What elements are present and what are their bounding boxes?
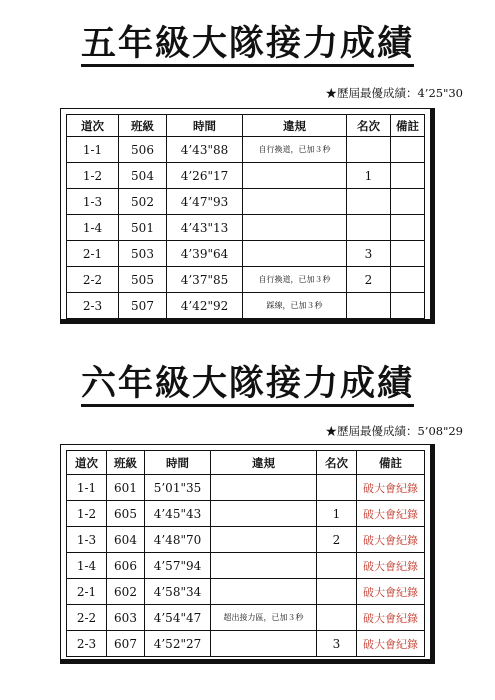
cell-class: 601 — [107, 475, 145, 501]
table-row — [67, 527, 425, 553]
cell-lane: 1-4 — [67, 553, 107, 579]
cell-violation — [243, 215, 347, 241]
cell-time: 4’48"70 — [145, 527, 211, 553]
table-row — [67, 137, 425, 163]
cell-lane: 2-1 — [67, 241, 119, 267]
header-class: 班級 — [107, 451, 145, 475]
cell-lane: 2-3 — [67, 293, 119, 319]
cell-rank — [347, 189, 391, 215]
cell-note — [391, 137, 425, 163]
cell-rank: 2 — [347, 267, 391, 293]
cell-class: 602 — [107, 579, 145, 605]
cell-lane: 1-1 — [67, 137, 119, 163]
cell-violation: 踩線，已加３秒 — [243, 293, 347, 319]
cell-rank: 2 — [317, 527, 357, 553]
cell-rank — [347, 293, 391, 319]
cell-note: 破大會紀錄 — [357, 527, 425, 553]
table-row — [67, 293, 425, 319]
header-time: 時間 — [167, 115, 243, 137]
cell-note: 破大會紀錄 — [357, 605, 425, 631]
cell-class: 506 — [119, 137, 167, 163]
cell-lane: 1-3 — [67, 527, 107, 553]
cell-time: 4’39"64 — [167, 241, 243, 267]
grade5-results-table — [66, 114, 425, 319]
cell-violation — [211, 579, 317, 605]
cell-note: 破大會紀錄 — [357, 553, 425, 579]
cell-lane: 1-3 — [67, 189, 119, 215]
cell-time: 4’45"43 — [145, 501, 211, 527]
table-row — [67, 501, 425, 527]
header-lane: 道次 — [67, 451, 107, 475]
cell-class: 501 — [119, 215, 167, 241]
cell-note — [391, 293, 425, 319]
cell-violation: 自行換道，已加３秒 — [243, 267, 347, 293]
cell-violation: 自行換道，已加３秒 — [243, 137, 347, 163]
cell-lane: 2-3 — [67, 631, 107, 657]
cell-note — [391, 163, 425, 189]
cell-rank — [317, 475, 357, 501]
cell-rank: 1 — [347, 163, 391, 189]
cell-time: 4’43"88 — [167, 137, 243, 163]
table-row — [67, 189, 425, 215]
cell-rank — [317, 553, 357, 579]
header-violation: 違規 — [243, 115, 347, 137]
table-row — [67, 579, 425, 605]
cell-rank — [317, 579, 357, 605]
header-rank: 名次 — [347, 115, 391, 137]
cell-lane: 1-2 — [67, 501, 107, 527]
cell-time: 4’42"92 — [167, 293, 243, 319]
cell-class: 502 — [119, 189, 167, 215]
cell-rank: 3 — [317, 631, 357, 657]
grade6-results-table — [66, 450, 425, 657]
table-row — [67, 605, 425, 631]
cell-note: 破大會紀錄 — [357, 579, 425, 605]
cell-rank — [317, 605, 357, 631]
cell-lane: 2-1 — [67, 579, 107, 605]
table-row — [67, 267, 425, 293]
grade6-best-record: ★歷屆最優成績：5’08"29 — [325, 424, 463, 438]
cell-time: 4’43"13 — [167, 215, 243, 241]
cell-note — [391, 215, 425, 241]
cell-rank: 1 — [317, 501, 357, 527]
cell-time: 4’58"34 — [145, 579, 211, 605]
cell-violation — [211, 501, 317, 527]
cell-violation: 超出接力區，已加３秒 — [211, 605, 317, 631]
table-row — [67, 553, 425, 579]
header-note: 備註 — [391, 115, 425, 137]
grade5-header-row — [67, 115, 425, 137]
cell-class: 505 — [119, 267, 167, 293]
cell-class: 507 — [119, 293, 167, 319]
header-violation: 違規 — [211, 451, 317, 475]
cell-lane: 2-2 — [67, 267, 119, 293]
cell-note — [391, 267, 425, 293]
cell-rank: 3 — [347, 241, 391, 267]
grade5-best-record: ★歷屆最優成績：4’25"30 — [325, 86, 463, 100]
grade6-table-frame — [60, 444, 435, 664]
cell-violation — [211, 553, 317, 579]
table-row — [67, 475, 425, 501]
table-row — [67, 241, 425, 267]
cell-rank — [347, 137, 391, 163]
cell-class: 604 — [107, 527, 145, 553]
cell-lane: 2-2 — [67, 605, 107, 631]
header-lane: 道次 — [67, 115, 119, 137]
grade5-table-frame — [60, 108, 435, 324]
cell-class: 605 — [107, 501, 145, 527]
grade6-header-row — [67, 451, 425, 475]
cell-note: 破大會紀錄 — [357, 631, 425, 657]
cell-class: 606 — [107, 553, 145, 579]
grade6-title: 六年級大隊接力成績 — [0, 362, 495, 406]
cell-time: 4’26"17 — [167, 163, 243, 189]
cell-note: 破大會紀錄 — [357, 475, 425, 501]
cell-class: 607 — [107, 631, 145, 657]
cell-time: 5’01"35 — [145, 475, 211, 501]
cell-time: 4’52"27 — [145, 631, 211, 657]
table-row — [67, 215, 425, 241]
cell-time: 4’37"85 — [167, 267, 243, 293]
cell-lane: 1-2 — [67, 163, 119, 189]
cell-class: 603 — [107, 605, 145, 631]
cell-note: 破大會紀錄 — [357, 501, 425, 527]
table-row — [67, 631, 425, 657]
cell-note — [391, 241, 425, 267]
header-note: 備註 — [357, 451, 425, 475]
cell-time: 4’47"93 — [167, 189, 243, 215]
cell-lane: 1-1 — [67, 475, 107, 501]
cell-rank — [347, 215, 391, 241]
header-class: 班級 — [119, 115, 167, 137]
cell-violation — [243, 163, 347, 189]
header-rank: 名次 — [317, 451, 357, 475]
table-row — [67, 163, 425, 189]
cell-violation — [211, 475, 317, 501]
cell-violation — [211, 631, 317, 657]
cell-lane: 1-4 — [67, 215, 119, 241]
cell-violation — [243, 189, 347, 215]
cell-violation — [243, 241, 347, 267]
grade5-title: 五年級大隊接力成績 — [0, 22, 495, 66]
cell-time: 4’54"47 — [145, 605, 211, 631]
cell-violation — [211, 527, 317, 553]
header-time: 時間 — [145, 451, 211, 475]
cell-note — [391, 189, 425, 215]
cell-time: 4’57"94 — [145, 553, 211, 579]
cell-class: 503 — [119, 241, 167, 267]
cell-class: 504 — [119, 163, 167, 189]
